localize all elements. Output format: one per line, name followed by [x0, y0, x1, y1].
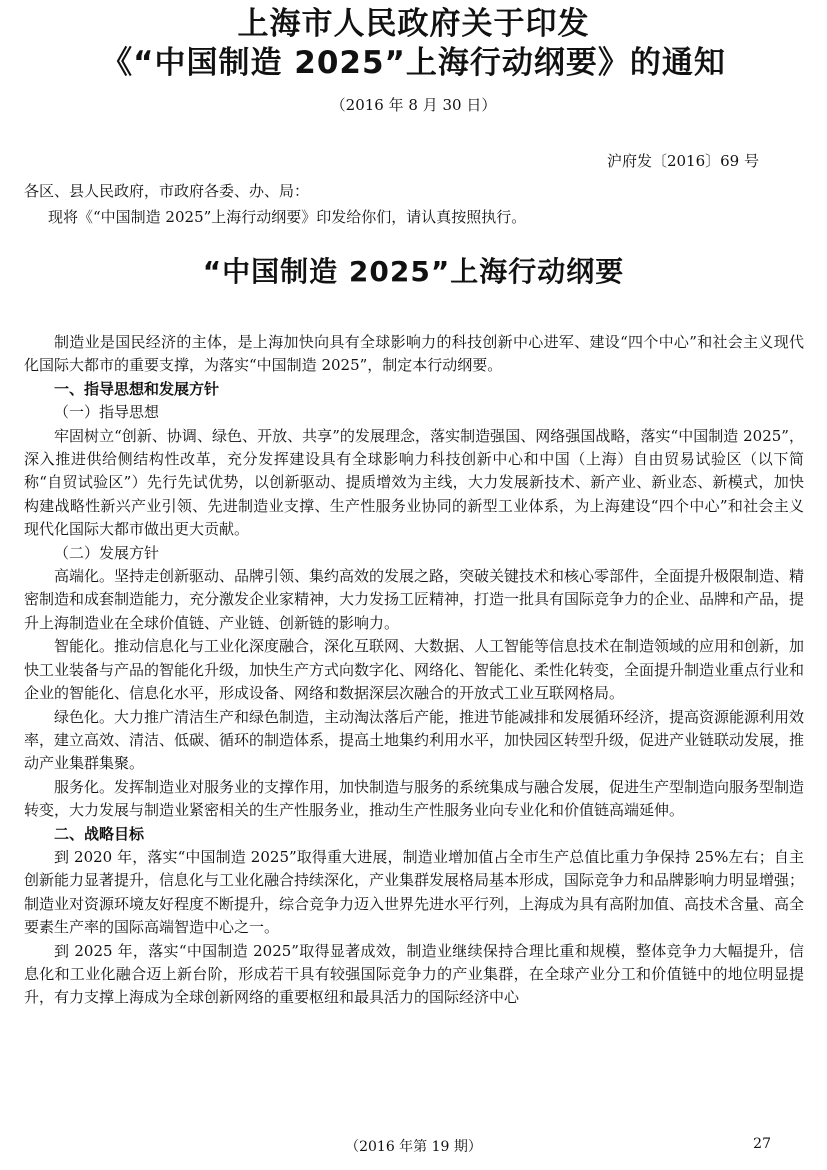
- body-paragraph: 到 2025 年，落实“中国制造 2025”取得显著成效，制造业继续保持合理比重和规模，整体竞争力大幅提升，信息化和工业化融合迈上新台阶，形成若干具有较强国际竞争力的产业集群，在全球产业分工和价值链中的地位明显提升，有力支撑上海成为全球创新网络的重要枢纽和最具活力的国际经济中心: [24, 941, 804, 1007]
- body-paragraph: 高端化。坚持走创新驱动、品牌引领、集约高效的发展之路，突破关键技术和核心零部件，全面提升极限制造、精密制造和成套制造能力，充分激发企业家精神，大力发扬工匠精神，打造一批具有国际竞争力的企业、品牌和产品，提升上海制造业在全球价值链、产业链、创新链的影响力。: [24, 567, 805, 632]
- page-number: 27: [753, 1136, 771, 1152]
- body-paragraph: 到 2020 年，落实“中国制造 2025”取得重大进展，制造业增加值占全市生产总值比重力争保持 25%左右；自主创新能力显著提升，信息化与工业化融合持续深化，产业集群发展格局基本形成，国际竞争力和品牌影响力明显增强；制造业对资源环境友好程度不断提升，综合竞争力迈入世界先进水平行列，上海成为具有高附加值、高技术含量、高全要素生产率的国际高端智造中心之一。: [24, 847, 805, 937]
- notice-title-line1: 上海市人民政府关于印发: [237, 6, 590, 42]
- notice-date: （2016 年 8 月 30 日）: [330, 96, 497, 114]
- addressee-line: 各区、县人民政府，市政府各委、办、局：: [24, 182, 310, 200]
- section-heading: 一、指导思想和发展方针: [54, 379, 220, 398]
- document-body: [24, 331, 804, 1010]
- body-paragraph: 绿色化。大力推广清洁生产和绿色制造，主动淘汰落后产能，推进节能减排和发展循环经济，提高资源能源利用效率，建立高效、清洁、低碳、循环的制造体系，提高土地集约利用水平，加快园区转型升级，促进产业链联动发展，推动产业集群集聚。: [24, 707, 805, 773]
- body-paragraph: 智能化。推动信息化与工业化深度融合，深化互联网、大数据、人工智能等信息技术在制造领域的应用和创新，加快工业装备与产品的智能化升级，加快生产方式向数字化、网络化、智能化、柔性化转变，全面提升制造业重点行业和企业的智能化、信息化水平，形成设备、网络和数据深层次融合的开放式工业互联网格局。: [24, 637, 805, 703]
- section-heading: 二、战略目标: [54, 824, 145, 843]
- subsection-heading: （二）发展方针: [54, 543, 160, 562]
- issue-label: （2016 年第 19 期）: [345, 1139, 482, 1155]
- document-number: 沪府发〔2016〕69 号: [606, 152, 759, 170]
- notice-intro: 现将《“中国制造 2025”上海行动纲要》印发给你们，请认真按照执行。: [48, 208, 527, 226]
- body-paragraph: 制造业是国民经济的主体，是上海加快向具有全球影响力的科技创新中心进军、建设“四个中心”和社会主义现代化国际大都市的重要支撑，为落实“中国制造 2025”，制定本行动纲要。: [24, 333, 804, 375]
- notice-title-line2: 《“中国制造 2025”上海行动纲要》的通知: [101, 45, 726, 81]
- body-paragraph: 牢固树立“创新、协调、绿色、开放、共享”的发展理念，落实制造强国、网络强国战略，落实“中国制造 2025”，深入推进供给侧结构性改革，充分发挥建设具有全球影响力科技创新中心和中国（上海）自由贸易试验区（以下简称“自贸试验区”）先行先试优势，以创新驱动、提质增效为主线，大力发展新技术、新产业、新业态、新模式，加快构建战略性新兴产业引领、先进制造业支撑、生产性服务业协同的新型工业体系，为上海建设“四个中心”和社会主义现代化国际大都市做出更大贡献。: [24, 426, 804, 539]
- subsection-heading: （一）指导思想: [54, 403, 160, 422]
- outline-title: “中国制造 2025”上海行动纲要: [202, 255, 625, 288]
- body-paragraph: 服务化。发挥制造业对服务业的支撑作用，加快制造与服务的系统集成与融合发展，促进生产型制造向服务型制造转变，大力发展与制造业紧密相关的生产性服务业，推动生产性服务业向专业化和价值链高端延伸。: [24, 777, 805, 820]
